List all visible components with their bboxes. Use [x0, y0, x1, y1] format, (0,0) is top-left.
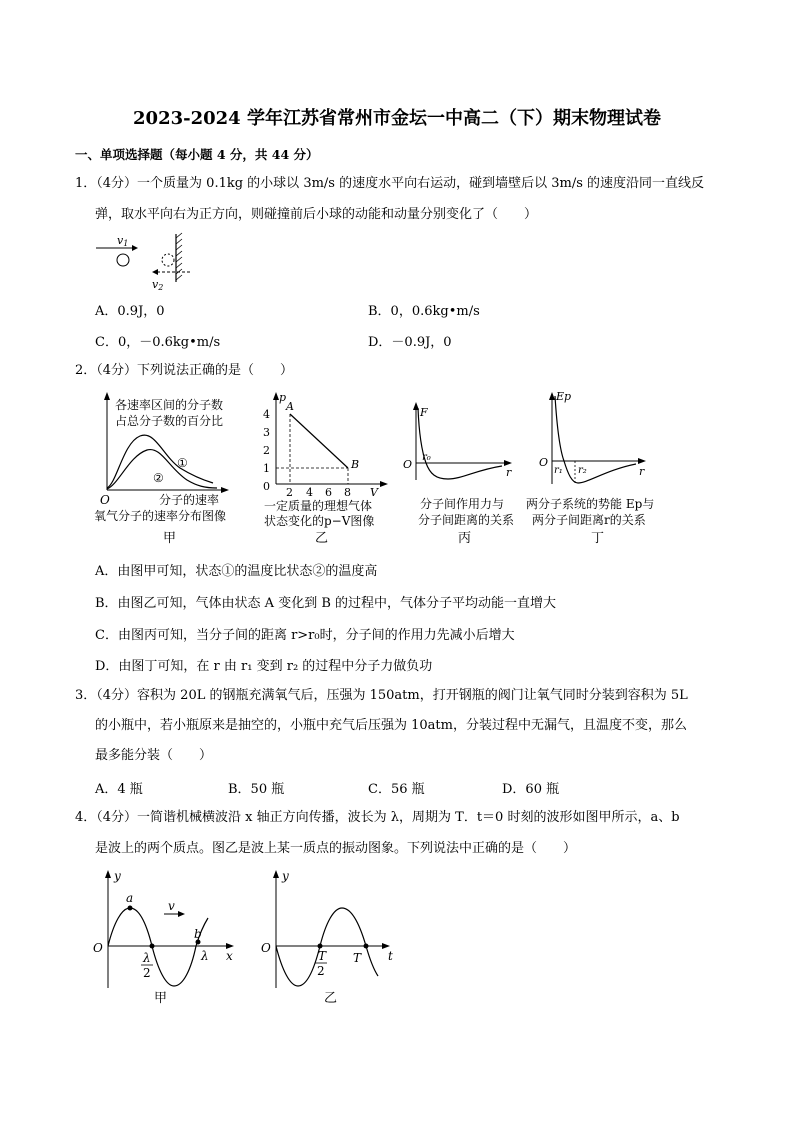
ding-name: 丁	[591, 531, 605, 546]
q1-figure	[92, 232, 202, 294]
q4-jia-x-label: x	[226, 949, 233, 963]
q4-jia-b-label: b	[194, 927, 202, 941]
q4-jia-y-label: y	[114, 869, 121, 883]
q4-waveform	[108, 908, 208, 986]
q2-figure-yi	[256, 388, 396, 548]
v1-label: v1	[117, 234, 129, 248]
q4-yi-t-label: t	[388, 949, 393, 963]
yi-caption-1: 一定质量的理想气体	[264, 499, 373, 513]
bing-name: 丙	[458, 531, 472, 546]
bing-r-label: r	[506, 466, 512, 479]
bing-r0-label: r₀	[422, 452, 431, 463]
jia-origin: O	[100, 493, 110, 507]
q1-option-c: C．0，－0.6kg•m/s	[95, 335, 221, 350]
bing-caption-2: 分子间距离的关系	[418, 513, 515, 527]
q2-figure-jia	[85, 388, 260, 548]
q4-jia-lambda-half-num: λ	[143, 951, 151, 965]
q2-option-d: D．由图丁可知，在 r 由 r₁ 变到 r₂ 的过程中分子力做负功	[95, 659, 433, 674]
ball	[117, 254, 129, 266]
point-a	[128, 906, 133, 911]
q2-option-b: B．由图乙可知，气体由状态 A 变化到 B 的过程中，气体分子平均动能一直增大	[95, 596, 557, 611]
q3-option-c: C．56 瓶	[368, 782, 425, 797]
q2-figure-ding	[524, 388, 674, 548]
jia-caption: 氧气分子的速率分布图像	[94, 509, 227, 523]
q3-option-d: D．60 瓶	[502, 782, 560, 797]
q4-jia-lambda-half-den: 2	[143, 966, 151, 980]
q3-stem-line1: 3．（4分）容积为 20L 的钢瓶充满氧气后，压强为 150atm，打开钢瓶的阀门让氧气同时分装到容积为 5L	[75, 688, 688, 703]
ding-r2-label: r₂	[578, 465, 587, 476]
q4-figure-jia	[88, 866, 248, 1008]
q1-stem-line1: 1．（4分）一个质量为 0.1kg 的小球以 3m/s 的速度水平向右运动，碰到墙壁后以 3m/s 的速度沿同一直线反	[75, 176, 705, 191]
q2-option-c: C．由图丙可知，当分子间的距离 r>r₀时，分子间的作用力先减小后增大	[95, 628, 515, 643]
yi-tick-1: 1	[263, 462, 270, 475]
q4-jia-lambda: λ	[201, 949, 209, 963]
yi-tick-4: 4	[263, 408, 270, 421]
curve-2-label: ②	[153, 471, 164, 485]
q4-stem-line2: 是波上的两个质点。图乙是波上某一质点的振动图象。下列说法中正确的是（ ）	[95, 841, 577, 856]
ding-r1-label: r₁	[554, 465, 563, 476]
ding-caption-1: 两分子系统的势能 Ep与	[526, 497, 655, 511]
jia-ylabel-1: 各速率区间的分子数	[115, 398, 224, 412]
q4-yi-name: 乙	[324, 991, 338, 1006]
yi-tick-2: 2	[263, 444, 270, 457]
q4-jia-origin: O	[93, 941, 103, 955]
v2-label: v2	[152, 278, 164, 292]
q4-jia-a-label: a	[126, 891, 134, 905]
jia-xlabel: 分子的速率	[159, 493, 220, 507]
bing-f-label: F	[420, 406, 428, 419]
yi-tick-0: 0	[263, 480, 270, 493]
yi-p-label: p	[279, 391, 287, 404]
q1-option-d: D．－0.9J，0	[368, 335, 452, 350]
q2-option-a: A．由图甲可知，状态①的温度比状态②的温度高	[95, 564, 378, 579]
q3-stem-line2: 的小瓶中，若小瓶原来是抽空的，小瓶中充气后压强为 10atm，分装过程中无漏气，且温度不变，那么	[95, 718, 687, 733]
yi-process-line	[290, 414, 348, 468]
q4-yi-y-label: y	[282, 869, 289, 883]
q2-stem: 2．（4分）下列说法正确的是（ ）	[75, 363, 294, 378]
q1-option-a: A．0.9J，0	[95, 304, 165, 319]
page-title: 2023-2024 学年江苏省常州市金坛一中高二（下）期末物理试卷	[133, 108, 661, 129]
q4-vibration-curve	[276, 908, 378, 986]
ball-dashed	[162, 254, 174, 266]
ding-r-label: r	[639, 465, 645, 478]
bing-origin: O	[403, 458, 413, 471]
q4-jia-v-label: v	[168, 899, 175, 913]
section-heading: 一、单项选择题（每小题 4 分，共 44 分）	[75, 147, 319, 162]
jia-ylabel-2: 占总分子数的百分比	[115, 414, 224, 428]
yi-tick-3: 3	[263, 426, 270, 439]
q1-option-b: B．0，0.6kg•m/s	[368, 304, 480, 319]
curve-1-label: ①	[177, 456, 188, 470]
ding-caption-2: 两分子间距离r的关系	[532, 513, 646, 527]
ding-potential-curve	[555, 396, 636, 483]
yi-name: 乙	[315, 531, 329, 546]
q4-yi-t-full: T	[353, 951, 362, 965]
q4-yi-origin: O	[261, 941, 271, 955]
q3-option-b: B．50 瓶	[228, 782, 285, 797]
q3-stem-line3: 最多能分装（ ）	[95, 748, 213, 763]
q2-figure-bing	[396, 388, 528, 548]
q4-stem-line1: 4．（4分）一简谐机械横波沿 x 轴正方向传播，波长为 λ，周期为 T．t＝0 时刻的波形如图甲所示，a、b	[75, 810, 680, 825]
yi-caption-2: 状态变化的p−V图像	[264, 514, 375, 528]
yi-point-b: B	[351, 458, 360, 471]
q4-figure-yi	[256, 866, 406, 1008]
yi-point-a: A	[286, 400, 294, 413]
q1-stem-line2: 弹，取水平向右为正方向，则碰撞前后小球的动能和动量分别变化了（ ）	[95, 207, 538, 222]
jia-name: 甲	[163, 531, 177, 546]
ding-ep-label: Ep	[556, 390, 572, 403]
yi-xtick-6: 6	[325, 486, 332, 499]
yi-v-label: V	[370, 486, 378, 499]
yi-xtick-2: 2	[286, 486, 293, 499]
bing-caption-1: 分子间作用力与	[420, 497, 505, 511]
q4-yi-t-half-num: T	[318, 949, 327, 963]
q4-yi-t-half-den: 2	[317, 964, 325, 978]
yi-xtick-4: 4	[306, 486, 313, 499]
q4-jia-name: 甲	[154, 991, 168, 1006]
ding-origin: O	[539, 456, 549, 469]
bing-force-curve	[418, 408, 502, 479]
q3-option-a: A．4 瓶	[95, 782, 143, 797]
yi-xtick-8: 8	[344, 486, 351, 499]
